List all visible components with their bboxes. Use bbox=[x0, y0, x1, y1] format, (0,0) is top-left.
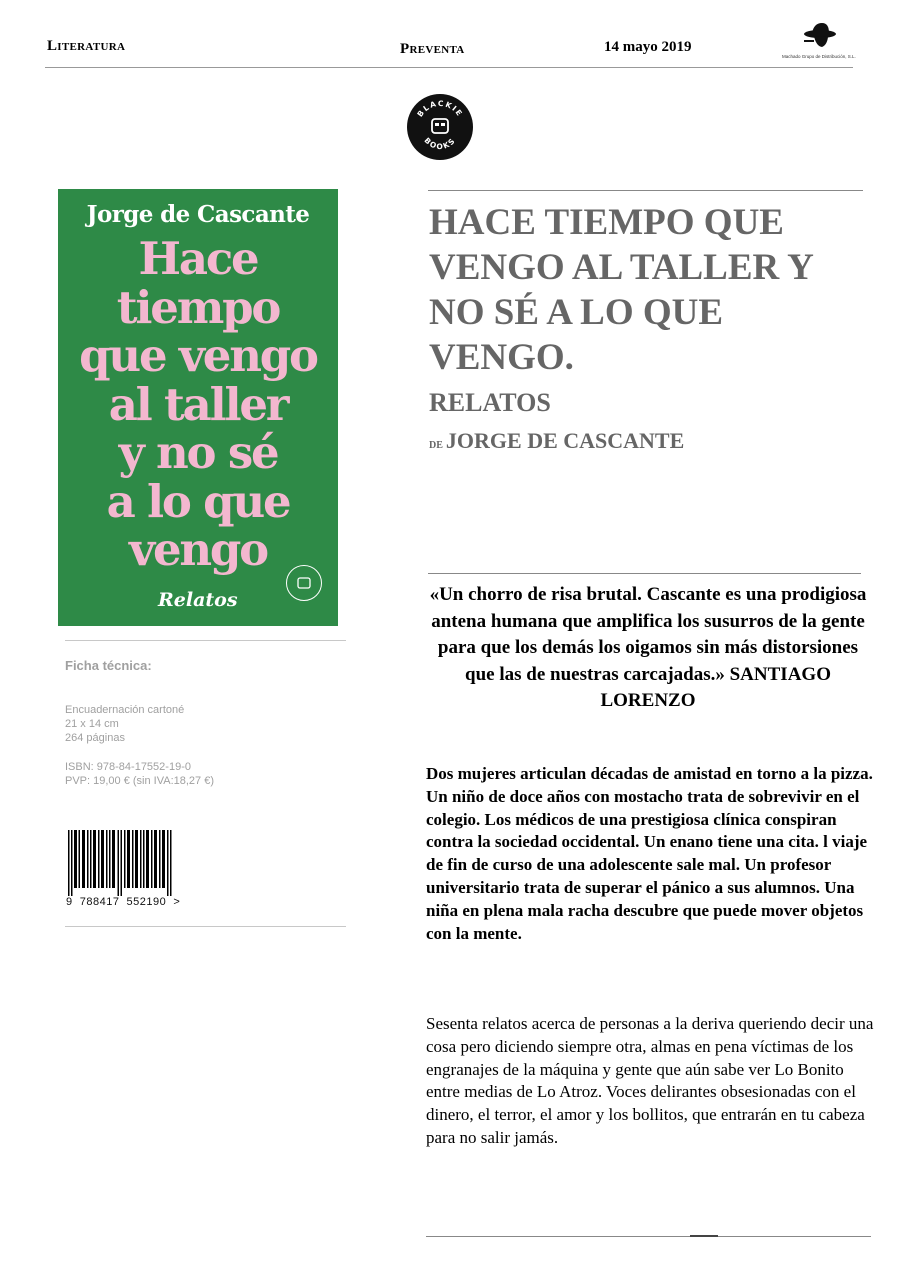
cover-title-line: al taller bbox=[108, 377, 288, 431]
ficha-pages: 264 páginas bbox=[65, 732, 125, 744]
publisher-logo bbox=[782, 20, 854, 64]
imprint-logo bbox=[407, 94, 473, 160]
ficha-specs bbox=[65, 703, 184, 745]
cover-title-line: vengo bbox=[129, 523, 267, 576]
quote-divider bbox=[428, 573, 861, 574]
cover-imprint-logo-icon bbox=[286, 565, 322, 601]
publisher-name: Machado Grupo de Distribución, S.L. bbox=[782, 54, 856, 59]
by-label: de bbox=[429, 437, 443, 452]
ficha-pvp: PVP: 19,00 € (sin IVA:18,27 €) bbox=[65, 775, 214, 787]
book-genre: RELATOS bbox=[429, 388, 551, 417]
cover-title-line: Hace bbox=[138, 232, 258, 285]
svg-text:BLACKIE: BLACKIE bbox=[415, 98, 465, 119]
cover-title-line: tiempo bbox=[116, 280, 280, 334]
header-divider bbox=[45, 67, 853, 68]
footer-divider bbox=[426, 1236, 871, 1237]
cover-author: Jorge de Cascante bbox=[86, 201, 310, 228]
synopsis: Dos mujeres articulan décadas de amistad en torno a la pizza. Un niño de doce años con mostacho trata de sobrevivir en el colegio. Los médicos de una prestigiosa clínica conspiran contra la sociedad occidental. Un enano tiene una cita. l viaje de fin de curso de una adolescente sale mal. Un profesor universitario trata de superar el pánico a sus alumnos. Una niña en plena mala racha descubre que puede mover objetos con la mente. bbox=[426, 764, 873, 943]
cover-title bbox=[52, 232, 344, 576]
release-date: 14 mayo 2019 bbox=[604, 39, 692, 55]
ficha-isbn: ISBN: 978-84-17552-19-0 bbox=[65, 761, 191, 773]
category-label: Literatura bbox=[47, 38, 126, 54]
book-author-line bbox=[429, 428, 684, 454]
svg-text:BOOKS: BOOKS bbox=[422, 135, 458, 152]
cover-title-line: y no sé bbox=[118, 426, 278, 479]
cover-title-line: a lo que bbox=[106, 474, 290, 528]
barcode-icon bbox=[68, 830, 176, 896]
ficha-divider-top bbox=[65, 640, 346, 641]
preventa-label: Preventa bbox=[400, 41, 465, 57]
footer-divider-accent bbox=[690, 1235, 718, 1237]
book-title: HACE TIEMPO QUE VENGO AL TALLER Y NO SÉ A LO QUE VENGO. bbox=[429, 202, 813, 378]
title-divider bbox=[428, 190, 863, 191]
ficha-commercial bbox=[65, 760, 214, 788]
cover-title-line: que vengo bbox=[79, 329, 317, 382]
book-author: JORGE DE CASCANTE bbox=[445, 428, 685, 453]
hat-man-icon bbox=[782, 20, 854, 56]
description: Sesenta relatos acerca de personas a la deriva queriendo decir una cosa pero diciendo siempre otra, almas en pena víctimas de los engranajes de la máquina y gente que aún sabe ver Lo Bonito entre medias de Lo Atroz. Voces delirantes obsesionadas con el dinero, el terror, el amor y los bollitos, que entrarán en tu cabeza para no salir jamás. bbox=[426, 1014, 874, 1147]
ficha-binding: Encuadernación cartoné bbox=[65, 704, 185, 716]
barcode-digits: 9 788417 552190 > bbox=[66, 896, 181, 908]
ficha-size: 21 x 14 cm bbox=[65, 718, 119, 730]
review-quote: «Un chorro de risa brutal. Cascante es una prodigiosa antena humana que amplifica los susurros de la gente para que los demás los oigamos sin más distorsiones que las de nuestras carcajadas.» SANTIAGO LORENZO bbox=[429, 584, 867, 711]
book-cover bbox=[58, 189, 338, 626]
blackie-books-logo-icon bbox=[407, 94, 473, 160]
ficha-divider-bottom bbox=[65, 926, 346, 927]
ficha-title: Ficha técnica: bbox=[65, 658, 152, 673]
cover-subtitle: Relatos bbox=[158, 589, 238, 611]
